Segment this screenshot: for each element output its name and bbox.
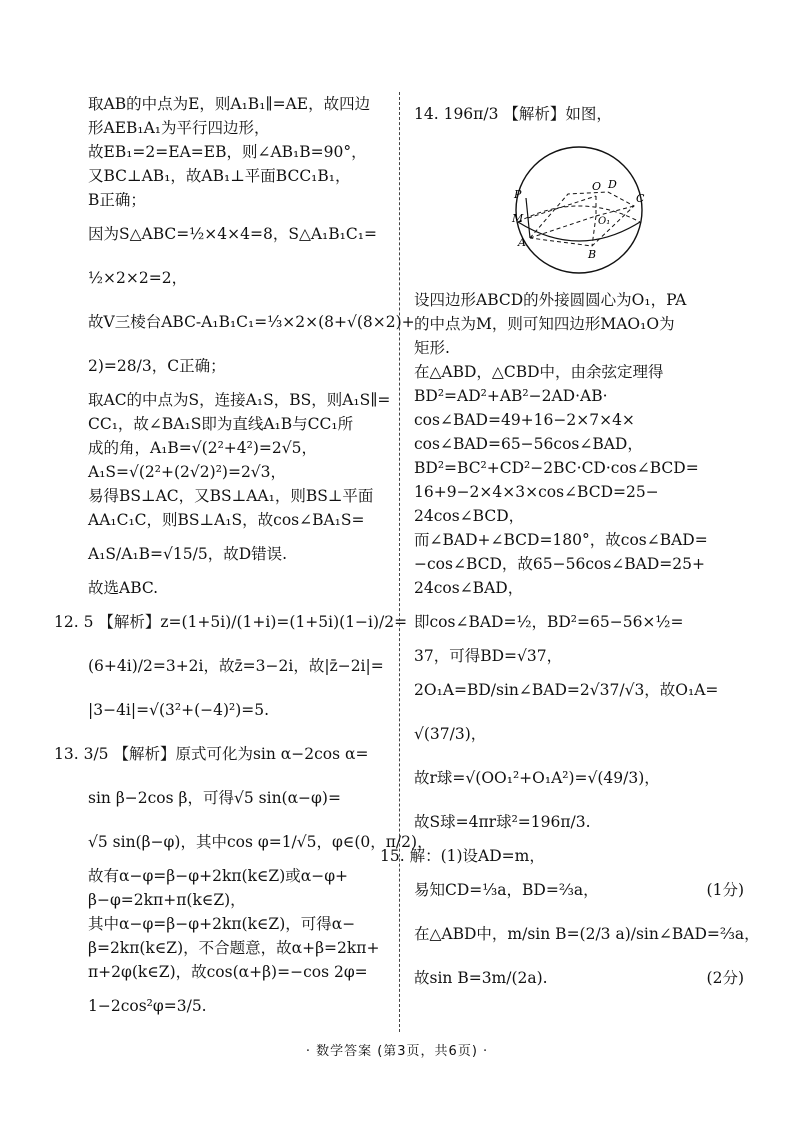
- text-line: 在△ABD中，m/sin B=(2/3 a)/sin∠BAD=⅔a，: [414, 925, 760, 943]
- figure-label: M: [512, 212, 524, 225]
- text-line: 24cos∠BAD，: [414, 579, 524, 597]
- figure-label: O: [592, 180, 602, 193]
- text-line: |3−4i|=√(3²+(−4)²)=5.: [88, 701, 270, 719]
- figure-label: O₁: [598, 216, 611, 227]
- text-line: 故V三棱台ABC-A₁B₁C₁=⅓×2×(8+√(8×2)+: [88, 313, 415, 331]
- right-column: [380, 92, 760, 1000]
- text-line: 而∠BAD+∠BCD=180°，故cos∠BAD=: [414, 531, 708, 549]
- text-line: 1−2cos²φ=3/5.: [88, 997, 207, 1015]
- text-line: AA₁C₁C，则BS⊥A₁S，故cos∠BA₁S=: [88, 511, 365, 529]
- column-divider: [399, 92, 400, 1032]
- text-line: β=2kπ(k∈Z)，不合题意，故α+β=2kπ+: [88, 939, 380, 957]
- text-line: 取AC的中点为S，连接A₁S，BS，则A₁S∥=: [88, 391, 391, 409]
- text-line: 形AEB₁A₁为平行四边形，: [88, 119, 270, 137]
- text-line: 即cos∠BAD=½，BD²=65−56×½=: [414, 613, 684, 631]
- text-line: BD²=AD²+AB²−2AD·AB·: [414, 387, 608, 405]
- text-line: B正确；: [88, 191, 146, 209]
- text-line-content: 易知CD=⅓a，BD=⅔a，: [414, 881, 599, 899]
- text-line: −cos∠BCD，故65−56cos∠BAD=25+: [414, 555, 706, 573]
- text-line: ½×2×2=2，: [88, 269, 188, 287]
- problem-12-line: 12. 5 【解析】z=(1+5i)/(1+i)=(1+5i)(1−i)/2=: [54, 613, 408, 631]
- text-line: 其中α−φ=β−φ+2kπ(k∈Z)，可得α−: [88, 915, 356, 933]
- text-line: 设四边形ABCD的外接圆圆心为O₁，PA: [414, 291, 687, 309]
- text-line: √(37/3)，: [414, 725, 487, 743]
- points-label: (1分): [706, 881, 744, 899]
- text-line: 24cos∠BCD，: [414, 507, 525, 525]
- text-line: 矩形.: [414, 339, 450, 357]
- text-line: 2)=28/3，C正确；: [88, 357, 226, 375]
- text-line: cos∠BAD=49+16−2×7×4×: [414, 411, 635, 429]
- text-line: √5 sin(β−φ)，其中cos φ=1/√5，φ∈(0，π/2)，: [88, 833, 433, 851]
- text-line: cos∠BAD=65−56cos∠BAD，: [414, 435, 643, 453]
- text-line: 在△ABD，△CBD中，由余弦定理得: [414, 363, 664, 381]
- text-line: 成的角，A₁B=√(2²+4²)=2√5，: [88, 439, 317, 457]
- text-line: 易得BS⊥AC，又BS⊥AA₁，则BS⊥平面: [88, 487, 374, 505]
- text-line: 故S球=4πr球²=196π/3.: [414, 813, 591, 831]
- text-line: 因为S△ABC=½×4×4=8，S△A₁B₁C₁=: [88, 225, 377, 243]
- text-line: β−φ=2kπ+π(k∈Z)，: [88, 891, 246, 909]
- figure-label: D: [608, 178, 617, 191]
- text-line: BD²=BC²+CD²−2BC·CD·cos∠BCD=: [414, 459, 699, 477]
- text-line: 2O₁A=BD/sin∠BAD=2√37/√3，故O₁A=: [414, 681, 719, 699]
- page-footer: · 数学答案 (第3页，共6页) ·: [305, 1044, 489, 1059]
- points-label: (2分): [706, 969, 744, 987]
- text-line: 16+9−2×4×3×cos∠BCD=25−: [414, 483, 659, 501]
- figure-label: B: [588, 248, 597, 261]
- figure-label: C: [636, 192, 645, 205]
- problem-13-line: 13. 3/5 【解析】原式可化为sin α−2cos α=: [54, 745, 369, 763]
- text-line: 又BC⊥AB₁，故AB₁⊥平面BCC₁B₁，: [88, 167, 351, 185]
- figure-label: P: [514, 188, 522, 201]
- text-line: 取AB的中点为E，则A₁B₁∥=AE，故四边: [88, 95, 371, 113]
- problem-14-line: 14. 196π/3 【解析】如图，: [414, 105, 612, 123]
- text-line: 故EB₁=2=EA=EB，则∠AB₁B=90°，: [88, 143, 367, 161]
- text-line: 故有α−φ=β−φ+2kπ(k∈Z)或α−φ+: [88, 867, 349, 885]
- text-line: 故r球=√(OO₁²+O₁A²)=√(49/3)，: [414, 769, 660, 787]
- text-line: [414, 868, 744, 912]
- text-line: CC₁，故∠BA₁S即为直线A₁B与CC₁所: [88, 415, 354, 433]
- text-line: A₁S/A₁B=√15/5，故D错误.: [88, 545, 288, 563]
- figure-label: A: [518, 236, 526, 249]
- text-line: (6+4i)/2=3+2i，故z̄=3−2i，故|z̄−2i|=: [88, 657, 384, 675]
- text-line: 故选ABC.: [88, 579, 159, 597]
- problem-15-line: 15. 解：(1)设AD=m，: [380, 847, 545, 865]
- text-line: 37，可得BD=√37，: [414, 647, 563, 665]
- text-line-content: 故sin B=3m/(2a).: [414, 969, 548, 987]
- text-line: [414, 956, 744, 1000]
- text-line: 的中点为M，则可知四边形MAO₁O为: [414, 315, 675, 333]
- text-line: sin β−2cos β，可得√5 sin(α−φ)=: [88, 789, 341, 807]
- text-line: A₁S=√(2²+(2√2)²)=2√3，: [88, 463, 287, 481]
- text-line: π+2φ(k∈Z)，故cos(α+β)=−cos 2φ=: [88, 963, 368, 981]
- sphere-figure: [504, 142, 654, 282]
